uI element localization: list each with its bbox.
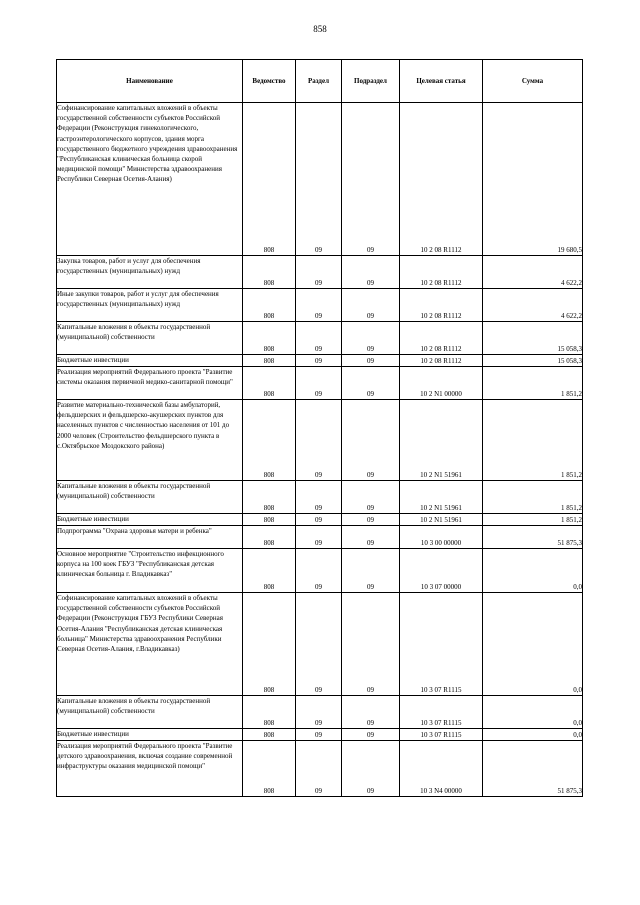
row-razdel: 09	[296, 696, 342, 729]
row-sum: 4 622,2	[483, 289, 583, 322]
row-podrazdel: 09	[342, 526, 400, 549]
table-row	[57, 103, 583, 256]
row-target-article: 10 2 08 R1112	[400, 103, 483, 256]
row-target-article: 10 3 N4 00000	[400, 741, 483, 797]
table-row	[57, 481, 583, 514]
row-razdel: 09	[296, 256, 342, 289]
row-name: Капитальные вложения в объекты государственной (муниципальной) собственности	[57, 481, 243, 514]
row-target-article: 10 2 08 R1112	[400, 289, 483, 322]
row-razdel: 09	[296, 103, 342, 256]
row-target-article: 10 3 00 00000	[400, 526, 483, 549]
row-sum: 1 851,2	[483, 481, 583, 514]
row-name: Бюджетные инвестиции	[57, 514, 243, 526]
row-target-article: 10 2 N1 51961	[400, 481, 483, 514]
table-row	[57, 289, 583, 322]
row-ved: 808	[243, 514, 296, 526]
row-podrazdel: 09	[342, 367, 400, 400]
row-name: Реализация мероприятий Федерального проекта "Развитие детского здравоохранения, включая создание современной инфраструктуры оказания медицинской помощи"	[57, 741, 243, 797]
row-razdel: 09	[296, 729, 342, 741]
row-ved: 808	[243, 696, 296, 729]
table-row	[57, 256, 583, 289]
table-row	[57, 367, 583, 400]
header-name: Наименование	[57, 60, 243, 103]
row-name: Капитальные вложения в объекты государственной (муниципальной) собственности	[57, 696, 243, 729]
row-razdel: 09	[296, 741, 342, 797]
row-ved: 808	[243, 367, 296, 400]
table-row	[57, 400, 583, 481]
row-name: Бюджетные инвестиции	[57, 729, 243, 741]
row-podrazdel: 09	[342, 256, 400, 289]
row-name: Реализация мероприятий Федерального проекта "Развитие системы оказания первичной медико-санитарной помощи"	[57, 367, 243, 400]
row-sum: 51 875,3	[483, 526, 583, 549]
row-podrazdel: 09	[342, 729, 400, 741]
row-target-article: 10 2 08 R1112	[400, 256, 483, 289]
page-number: 858	[313, 24, 327, 34]
row-name: Софинансирование капитальных вложений в объекты государственной собственности субъектов Российской Федерации (Реконструкция гинекологического, гастроэнтерологического корпусов, здания морга государственного бюджетного учреждения здравоохранения "Республиканская клиническая больница скорой медицинской помощи" Министерства здравоохранения Республики Северная Осетия-Алания)	[57, 103, 243, 256]
row-razdel: 09	[296, 593, 342, 696]
row-razdel: 09	[296, 481, 342, 514]
row-name: Софинансирование капитальных вложений в объекты государственной собственности субъектов Российской Федерации (Реконструкция ГБУЗ Республики Северная Осетия-Алания "Республиканская детская клиническая больница" Министерства здравоохранения Республики Северная Осетия-Алания, г.Владикавказ)	[57, 593, 243, 696]
table-row	[57, 729, 583, 741]
row-target-article: 10 3 07 R1115	[400, 696, 483, 729]
row-target-article: 10 2 N1 00000	[400, 367, 483, 400]
row-target-article: 10 3 07 00000	[400, 549, 483, 593]
row-razdel: 09	[296, 400, 342, 481]
row-name: Бюджетные инвестиции	[57, 355, 243, 367]
row-name: Подпрограмма "Охрана здоровья матери и ребенка"	[57, 526, 243, 549]
row-name: Основное мероприятие "Строительство инфекционного корпуса на 100 коек ГБУЗ "Республиканская детская клиническая больница г. Владикавказ"	[57, 549, 243, 593]
header-podrazdel: Подраздел	[342, 60, 400, 103]
row-target-article: 10 2 08 R1112	[400, 355, 483, 367]
header-sum: Сумма	[483, 60, 583, 103]
row-ved: 808	[243, 322, 296, 355]
row-podrazdel: 09	[342, 696, 400, 729]
row-podrazdel: 09	[342, 322, 400, 355]
row-ved: 808	[243, 526, 296, 549]
row-name: Иные закупки товаров, работ и услуг для обеспечения государственных (муниципальных) нужд	[57, 289, 243, 322]
budget-table	[56, 59, 583, 797]
row-ved: 808	[243, 103, 296, 256]
row-razdel: 09	[296, 514, 342, 526]
row-podrazdel: 09	[342, 741, 400, 797]
row-razdel: 09	[296, 355, 342, 367]
row-podrazdel: 09	[342, 103, 400, 256]
row-podrazdel: 09	[342, 355, 400, 367]
row-ved: 808	[243, 256, 296, 289]
row-sum: 0,0	[483, 696, 583, 729]
row-podrazdel: 09	[342, 549, 400, 593]
row-sum: 1 851,2	[483, 514, 583, 526]
table-row	[57, 696, 583, 729]
row-razdel: 09	[296, 549, 342, 593]
row-target-article: 10 3 07 R1115	[400, 593, 483, 696]
row-sum: 19 680,5	[483, 103, 583, 256]
row-sum: 0,0	[483, 593, 583, 696]
row-sum: 0,0	[483, 549, 583, 593]
row-ved: 808	[243, 741, 296, 797]
row-ved: 808	[243, 593, 296, 696]
row-sum: 1 851,2	[483, 367, 583, 400]
row-name: Капитальные вложения в объекты государственной (муниципальной) собственности	[57, 322, 243, 355]
row-razdel: 09	[296, 322, 342, 355]
row-sum: 15 058,3	[483, 355, 583, 367]
row-ved: 808	[243, 549, 296, 593]
row-razdel: 09	[296, 289, 342, 322]
row-target-article: 10 2 N1 51961	[400, 514, 483, 526]
row-ved: 808	[243, 400, 296, 481]
row-name: Развитие материально-технической базы амбулаторий, фельдшерских и фельдшерско-акушерских пунктов для населенных пунктов с численностью населения от 101 до 2000 человек (Строительство фельдшерского пункта в с.Октябрьское Моздокского района)	[57, 400, 243, 481]
row-target-article: 10 2 08 R1112	[400, 322, 483, 355]
table-row	[57, 741, 583, 797]
row-target-article: 10 3 07 R1115	[400, 729, 483, 741]
header-target-article: Целевая статья	[400, 60, 483, 103]
row-podrazdel: 09	[342, 289, 400, 322]
row-sum: 51 875,3	[483, 741, 583, 797]
row-podrazdel: 09	[342, 593, 400, 696]
table-row	[57, 549, 583, 593]
row-podrazdel: 09	[342, 481, 400, 514]
row-razdel: 09	[296, 367, 342, 400]
table-row	[57, 526, 583, 549]
row-ved: 808	[243, 355, 296, 367]
row-sum: 15 058,3	[483, 322, 583, 355]
row-ved: 808	[243, 289, 296, 322]
header-razdel: Раздел	[296, 60, 342, 103]
row-podrazdel: 09	[342, 514, 400, 526]
row-razdel: 09	[296, 526, 342, 549]
row-sum: 4 622,2	[483, 256, 583, 289]
table-row	[57, 355, 583, 367]
row-name: Закупка товаров, работ и услуг для обеспечения государственных (муниципальных) нужд	[57, 256, 243, 289]
table-header-row	[57, 60, 583, 103]
row-target-article: 10 2 N1 51961	[400, 400, 483, 481]
row-sum: 1 851,2	[483, 400, 583, 481]
table-row	[57, 593, 583, 696]
row-sum: 0,0	[483, 729, 583, 741]
row-podrazdel: 09	[342, 400, 400, 481]
table-row	[57, 322, 583, 355]
table-row	[57, 514, 583, 526]
row-ved: 808	[243, 481, 296, 514]
header-ved: Ведомство	[243, 60, 296, 103]
row-ved: 808	[243, 729, 296, 741]
